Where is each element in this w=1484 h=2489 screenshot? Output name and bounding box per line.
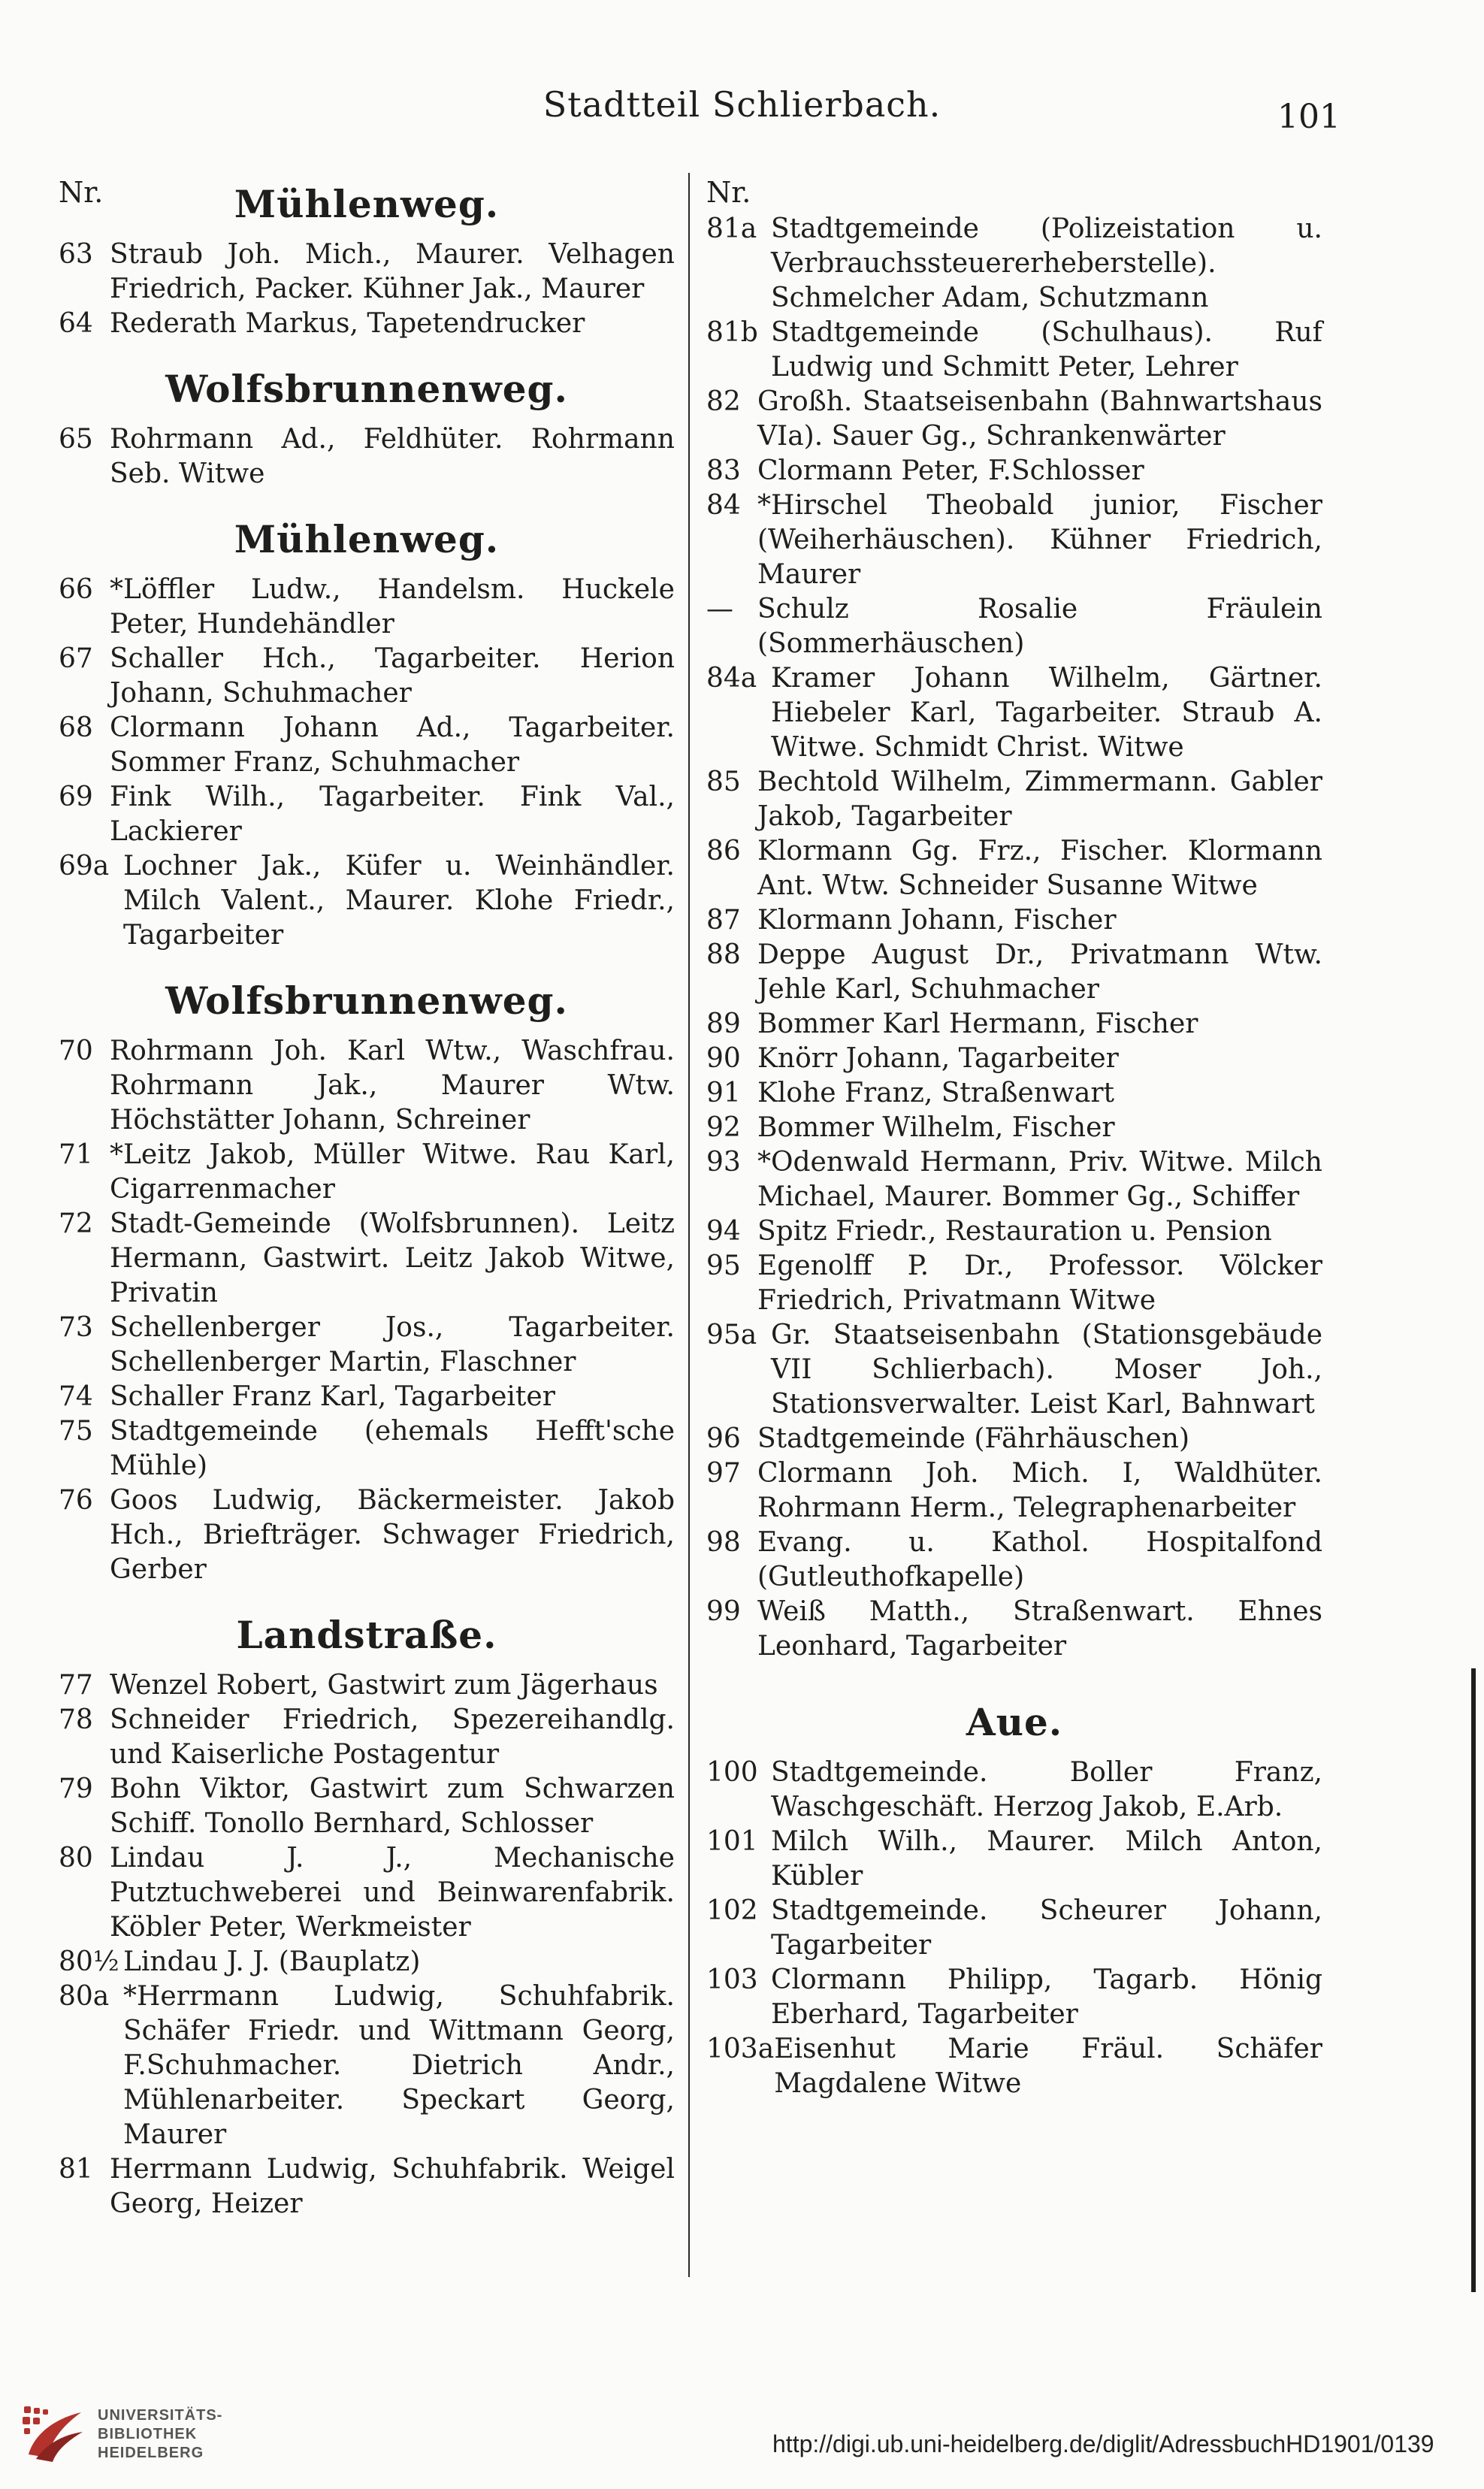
house-number: 92 bbox=[706, 1112, 741, 1143]
resident-text: Bechtold Wilhelm, Zimmermann. Gabler Jakob, Tagarbeiter bbox=[757, 767, 1322, 832]
house-number: 83 bbox=[706, 455, 741, 486]
directory-entry bbox=[706, 1007, 1322, 1042]
directory-entry bbox=[706, 316, 1322, 385]
directory-entry bbox=[706, 1756, 1322, 1825]
house-number: 89 bbox=[706, 1009, 741, 1039]
directory-entry bbox=[59, 1380, 675, 1414]
directory-entry bbox=[706, 834, 1322, 903]
house-number: 95 bbox=[706, 1251, 741, 1281]
directory-entry bbox=[706, 1422, 1322, 1456]
resident-text: Schaller Hch., Tagarbeiter. Herion Johann, Schuhmacher bbox=[110, 643, 675, 709]
resident-text: *Odenwald Hermann, Priv. Witwe. Milch Michael, Maurer. Bommer Gg., Schiffer bbox=[757, 1147, 1322, 1212]
resident-text: Egenolff P. Dr., Professor. Völcker Friedrich, Privatmann Witwe bbox=[757, 1251, 1322, 1316]
directory-entry bbox=[706, 1456, 1322, 1526]
directory-entry bbox=[59, 780, 675, 849]
directory-entry bbox=[706, 1894, 1322, 1963]
directory-entry bbox=[706, 1825, 1322, 1894]
house-number: 79 bbox=[59, 1774, 93, 1804]
resident-text: Schneider Friedrich, Spezereihandlg. und Kaiserliche Postagentur bbox=[110, 1704, 675, 1770]
resident-text: Stadtgemeinde. Boller Franz, Waschgeschäft. Herzog Jakob, E.Arb. bbox=[771, 1757, 1322, 1822]
resident-text: *Löffler Ludw., Handelsm. Huckele Peter, Hundehändler bbox=[110, 574, 675, 640]
resident-text: Stadt-Gemeinde (Wolfsbrunnen). Leitz Hermann, Gastwirt. Leitz Jakob Witwe, Privatin bbox=[110, 1208, 675, 1308]
resident-text: Schellenberger Jos., Tagarbeiter. Schellenberger Martin, Flaschner bbox=[110, 1312, 675, 1378]
house-number: 80 bbox=[59, 1843, 93, 1874]
directory-entry bbox=[706, 488, 1322, 592]
house-number: 73 bbox=[59, 1312, 93, 1343]
directory-entry bbox=[706, 454, 1322, 488]
house-number: 87 bbox=[706, 905, 741, 936]
resident-text: Gr. Staatseisenbahn (Stationsgebäude VII Schlierbach). Moser Joh., Stationsverwalter. Leist Karl, Bahnwart bbox=[771, 1320, 1322, 1420]
house-number: 86 bbox=[706, 836, 741, 866]
house-number: 88 bbox=[706, 939, 741, 970]
house-number: 84 bbox=[706, 490, 741, 521]
house-number: 96 bbox=[706, 1423, 741, 1454]
directory-entry bbox=[59, 711, 675, 780]
resident-text: Großh. Staatseisenbahn (Bahnwartshaus VIa). Sauer Gg., Schrankenwärter bbox=[757, 386, 1322, 452]
house-number: 81a bbox=[706, 213, 757, 244]
resident-text: Deppe August Dr., Privatmann Wtw. Jehle Karl, Schuhmacher bbox=[757, 939, 1322, 1005]
house-number: 101 bbox=[706, 1826, 758, 1857]
logo-line: UNIVERSITÄTS- bbox=[98, 2407, 223, 2424]
directory-entry bbox=[706, 385, 1322, 454]
house-number: 78 bbox=[59, 1704, 93, 1735]
resident-text: Clormann Peter, F.Schlosser bbox=[757, 455, 1144, 486]
house-number: 75 bbox=[59, 1416, 93, 1447]
house-number: 99 bbox=[706, 1596, 741, 1627]
directory-entry bbox=[59, 849, 675, 953]
house-number: 69 bbox=[59, 782, 93, 812]
resident-text: Weiß Matth., Straßenwart. Ehnes Leonhard, Tagarbeiter bbox=[757, 1596, 1322, 1662]
directory-entry bbox=[706, 765, 1322, 834]
resident-text: *Herrmann Ludwig, Schuhfabrik. Schäfer Friedr. und Wittmann Georg, F.Schuhmacher. Dietrich Andr., Mühlenarbeiter. Speckart Georg, Maurer bbox=[123, 1981, 675, 2150]
house-number: 65 bbox=[59, 424, 93, 455]
resident-text: Straub Joh. Mich., Maurer. Velhagen Friedrich, Packer. Kühner Jak., Maurer bbox=[110, 239, 675, 304]
street-section-landstrasse bbox=[59, 1668, 675, 2221]
house-number: 103 bbox=[706, 1964, 758, 1995]
resident-text: Lindau J. J. (Bauplatz) bbox=[123, 1946, 421, 1977]
street-section-muehlenweg bbox=[59, 237, 675, 341]
directory-entry bbox=[59, 2152, 675, 2221]
resident-text: Schaller Franz Karl, Tagarbeiter bbox=[110, 1381, 555, 1412]
directory-entry bbox=[706, 938, 1322, 1007]
directory-entry bbox=[59, 1483, 675, 1587]
house-number: 69a bbox=[59, 851, 110, 882]
street-heading-aue: Aue. bbox=[966, 1700, 1063, 1744]
resident-text: Schulz Rosalie Fräulein (Sommerhäuschen) bbox=[757, 594, 1322, 659]
directory-entry bbox=[706, 1318, 1322, 1422]
house-number: 95a bbox=[706, 1320, 757, 1350]
street-section-aue bbox=[706, 1756, 1322, 2101]
resident-text: Stadtgemeinde. Scheurer Johann, Tagarbeiter bbox=[771, 1895, 1322, 1961]
resident-text: Clormann Johann Ad., Tagarbeiter. Sommer Franz, Schuhmacher bbox=[110, 712, 675, 778]
directory-entry bbox=[59, 1945, 675, 1979]
directory-entry bbox=[59, 307, 675, 341]
directory-entry bbox=[706, 1042, 1322, 1076]
resident-text: *Hirschel Theobald junior, Fischer (Weiherhäuschen). Kühner Friedrich, Maurer bbox=[757, 490, 1322, 590]
library-logo bbox=[20, 2402, 260, 2465]
directory-entry bbox=[706, 1249, 1322, 1318]
directory-entry bbox=[59, 1703, 675, 1772]
resident-text: Klohe Franz, Straßenwart bbox=[757, 1078, 1114, 1108]
directory-entry bbox=[59, 1138, 675, 1207]
resident-text: Lochner Jak., Küfer u. Weinhändler. Milch Valent., Maurer. Klohe Friedr., Tagarbeiter bbox=[123, 851, 675, 951]
house-number: 85 bbox=[706, 767, 741, 797]
library-logo-text bbox=[98, 2406, 222, 2463]
resident-text: Lindau J. J., Mechanische Putztuchweberei und Beinwarenfabrik. Köbler Peter, Werkmeister bbox=[110, 1843, 675, 1943]
directory-entry bbox=[59, 1034, 675, 1138]
house-number: 72 bbox=[59, 1208, 93, 1239]
resident-text: Spitz Friedr., Restauration u. Pension bbox=[757, 1216, 1272, 1247]
left-column bbox=[59, 173, 675, 2221]
resident-text: Klormann Gg. Frz., Fischer. Klormann Ant. Wtw. Schneider Susanne Witwe bbox=[757, 836, 1322, 901]
directory-entry bbox=[706, 1076, 1322, 1111]
resident-text: Clormann Joh. Mich. I, Waldhüter. Rohrmann Herm., Telegraphenarbeiter bbox=[757, 1458, 1322, 1523]
house-number: 103a bbox=[706, 2034, 775, 2064]
house-number: — bbox=[706, 594, 733, 625]
directory-entry bbox=[59, 1772, 675, 1841]
directory-entry bbox=[706, 2032, 1322, 2101]
directory-entry bbox=[706, 903, 1322, 938]
resident-text: Stadtgemeinde (Schulhaus). Ruf Ludwig und Schmitt Peter, Lehrer bbox=[771, 317, 1322, 383]
resident-text: Milch Wilh., Maurer. Milch Anton, Kübler bbox=[771, 1826, 1322, 1892]
resident-text: Bommer Wilhelm, Fischer bbox=[757, 1112, 1115, 1143]
house-number: 70 bbox=[59, 1036, 93, 1066]
house-number: 64 bbox=[59, 308, 93, 339]
house-number: 93 bbox=[706, 1147, 741, 1178]
street-heading-muehlenweg: Mühlenweg. bbox=[234, 182, 500, 226]
house-number: 63 bbox=[59, 239, 93, 270]
resident-text: Bohn Viktor, Gastwirt zum Schwarzen Schiff. Tonollo Bernhard, Schlosser bbox=[110, 1774, 675, 1839]
street-section-wolfsbrunnenweg bbox=[59, 422, 675, 491]
resident-text: Stadtgemeinde (Fährhäuschen) bbox=[757, 1423, 1190, 1454]
resident-text: Clormann Philipp, Tagarb. Hönig Eberhard, Tagarbeiter bbox=[771, 1964, 1322, 2030]
directory-entry bbox=[59, 237, 675, 307]
house-number: 82 bbox=[706, 386, 741, 417]
resident-text: Kramer Johann Wilhelm, Gärtner. Hiebeler Karl, Tagarbeiter. Straub A. Witwe. Schmidt Christ. Witwe bbox=[771, 663, 1322, 763]
street-heading-muehlenweg-2: Mühlenweg. bbox=[234, 517, 500, 561]
street-section-landstrasse-continued bbox=[706, 212, 1322, 1664]
source-url[interactable]: http://digi.ub.uni-heidelberg.de/diglit/AdressbuchHD1901/0139 bbox=[772, 2430, 1434, 2457]
resident-text: Rohrmann Joh. Karl Wtw., Waschfrau. Rohrmann Jak., Maurer Wtw. Höchstätter Johann, Schreiner bbox=[110, 1036, 675, 1136]
house-number: 77 bbox=[59, 1670, 93, 1701]
house-number: 100 bbox=[706, 1757, 758, 1788]
directory-entry bbox=[59, 1207, 675, 1311]
resident-text: Eisenhut Marie Fräul. Schäfer Magdalene Witwe bbox=[774, 2034, 1322, 2099]
house-number: 67 bbox=[59, 643, 93, 674]
page-number: 101 bbox=[1277, 98, 1340, 136]
resident-text: Fink Wilh., Tagarbeiter. Fink Val., Lackierer bbox=[110, 782, 675, 847]
directory-entry bbox=[59, 1414, 675, 1483]
house-number: 102 bbox=[706, 1895, 758, 1926]
resident-text: Knörr Johann, Tagarbeiter bbox=[757, 1043, 1119, 1074]
directory-entry bbox=[59, 1841, 675, 1945]
house-number: 81b bbox=[706, 317, 758, 348]
directory-entry bbox=[706, 661, 1322, 765]
resident-text: Evang. u. Kathol. Hospitalfond (Gutleuthofkapelle) bbox=[757, 1527, 1322, 1592]
resident-text: Bommer Karl Hermann, Fischer bbox=[757, 1009, 1198, 1039]
library-logo-icon bbox=[20, 2402, 87, 2465]
resident-text: Stadtgemeinde (Polizeistation u. Verbrauchssteuererheberstelle). Schmelcher Adam, Schutzmann bbox=[771, 213, 1322, 313]
street-heading-wolfsbrunnenweg: Wolfsbrunnenweg. bbox=[165, 367, 568, 411]
house-number: 90 bbox=[706, 1043, 741, 1074]
right-column bbox=[706, 173, 1322, 2101]
house-number: 94 bbox=[706, 1216, 741, 1247]
house-number: 68 bbox=[59, 712, 93, 743]
resident-text: Rederath Markus, Tapetendrucker bbox=[110, 308, 585, 339]
number-column-label: Nr. bbox=[59, 176, 104, 209]
directory-entry bbox=[706, 212, 1322, 316]
resident-text: Klormann Johann, Fischer bbox=[757, 905, 1117, 936]
house-number: 66 bbox=[59, 574, 93, 605]
resident-text: Stadtgemeinde (ehemals Hefft'sche Mühle) bbox=[110, 1416, 675, 1481]
house-number: 80a bbox=[59, 1981, 110, 2012]
resident-text: Herrmann Ludwig, Schuhfabrik. Weigel Georg, Heizer bbox=[110, 2154, 675, 2219]
house-number: 84a bbox=[706, 663, 757, 694]
house-number: 80½ bbox=[59, 1946, 119, 1977]
directory-entry bbox=[706, 1595, 1322, 1664]
directory-entry bbox=[706, 1214, 1322, 1249]
directory-entry bbox=[59, 1979, 675, 2152]
resident-text: Wenzel Robert, Gastwirt zum Jägerhaus bbox=[110, 1670, 658, 1701]
directory-entry bbox=[59, 1311, 675, 1380]
house-number: 76 bbox=[59, 1485, 93, 1516]
column-divider bbox=[688, 173, 690, 2277]
directory-entry bbox=[59, 422, 675, 491]
resident-text: *Leitz Jakob, Müller Witwe. Rau Karl, Cigarrenmacher bbox=[110, 1139, 675, 1205]
running-header: Stadtteil Schlierbach. bbox=[543, 84, 941, 125]
house-number: 98 bbox=[706, 1527, 741, 1558]
street-heading-wolfsbrunnenweg-2: Wolfsbrunnenweg. bbox=[165, 978, 568, 1023]
page-edge-mark bbox=[1471, 1668, 1476, 2292]
street-section-muehlenweg-2 bbox=[59, 573, 675, 953]
house-number: 74 bbox=[59, 1381, 93, 1412]
resident-text: Goos Ludwig, Bäckermeister. Jakob Hch., Briefträger. Schwager Friedrich, Gerber bbox=[110, 1485, 675, 1585]
directory-entry bbox=[706, 1111, 1322, 1145]
street-section-wolfsbrunnenweg-2 bbox=[59, 1034, 675, 1587]
house-number: 71 bbox=[59, 1139, 93, 1170]
directory-entry bbox=[59, 573, 675, 642]
directory-entry bbox=[59, 642, 675, 711]
directory-entry bbox=[706, 1145, 1322, 1214]
directory-entry bbox=[706, 1963, 1322, 2032]
directory-entry bbox=[706, 592, 1322, 661]
house-number: 97 bbox=[706, 1458, 741, 1489]
logo-line: BIBLIOTHEK bbox=[98, 2426, 198, 2442]
house-number: 91 bbox=[706, 1078, 741, 1108]
directory-entry bbox=[59, 1668, 675, 1703]
house-number: 81 bbox=[59, 2154, 93, 2185]
resident-text: Rohrmann Ad., Feldhüter. Rohrmann Seb. Witwe bbox=[110, 424, 675, 489]
number-column-label: Nr. bbox=[706, 176, 751, 209]
directory-entry bbox=[706, 1526, 1322, 1595]
street-heading-landstrasse: Landstraße. bbox=[236, 1613, 497, 1657]
logo-line: HEIDELBERG bbox=[98, 2445, 204, 2461]
